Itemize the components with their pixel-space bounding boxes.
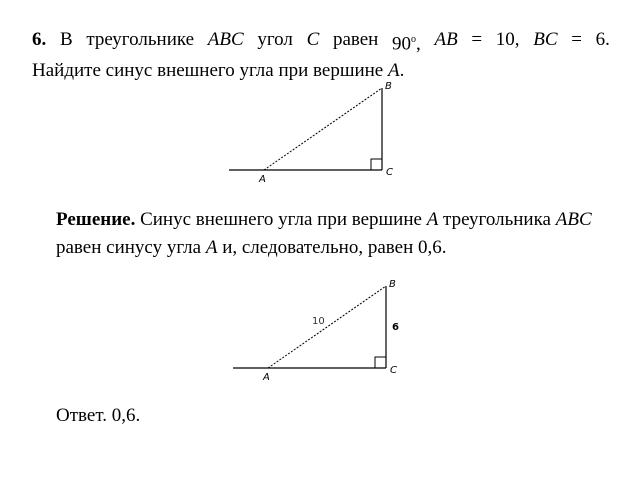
triangle-figure-2 [226, 272, 406, 384]
vertex-c-label: C [386, 167, 393, 178]
vertex-b-label: B [385, 81, 392, 92]
right-angle-mark [375, 357, 386, 368]
problem-statement [32, 26, 610, 84]
leg-length-label: 6 [392, 322, 399, 333]
side-ab-value: 10, [495, 29, 520, 50]
word-v: В [59, 29, 73, 50]
solution-text: Решение. Синус внешнего угла при вершине A треугольника ABC равен синусу угла A и, следовательно, равен 0,6. [56, 209, 592, 258]
problem-line-2: Найдите синус внешнего угла при вершине A. [32, 60, 405, 82]
triangle-name: ABC [207, 29, 244, 50]
hypotenuse-ab [264, 88, 382, 170]
side-bc-value: 6. [595, 29, 610, 50]
word-angle: угол [257, 29, 293, 50]
triangle-figure-1 [222, 78, 402, 190]
vertex-b-label: B [389, 279, 396, 290]
word-triangle: треугольнике [86, 29, 195, 50]
solution-heading: Решение. [56, 209, 136, 230]
angle-value: $90^о$, [392, 33, 421, 55]
hypotenuse-length-label: 10 [312, 316, 325, 327]
word-equals: равен [332, 29, 379, 50]
angle-vertex: C [306, 29, 320, 50]
answer-text: Ответ. 0,6. [56, 405, 141, 426]
problem-number: 6. [32, 29, 47, 50]
equals-sign-2: = [571, 29, 582, 50]
hypotenuse-ab [268, 286, 386, 368]
vertex-c-label: C [390, 365, 397, 376]
equals-sign-1: = [471, 29, 483, 50]
vertex-a-label: A [259, 174, 266, 185]
side-ab: AB [434, 29, 458, 50]
vertex-a-label: A [263, 372, 270, 383]
problem-line-1 [32, 26, 610, 57]
right-angle-mark [371, 159, 382, 170]
side-bc: BC [533, 29, 558, 50]
